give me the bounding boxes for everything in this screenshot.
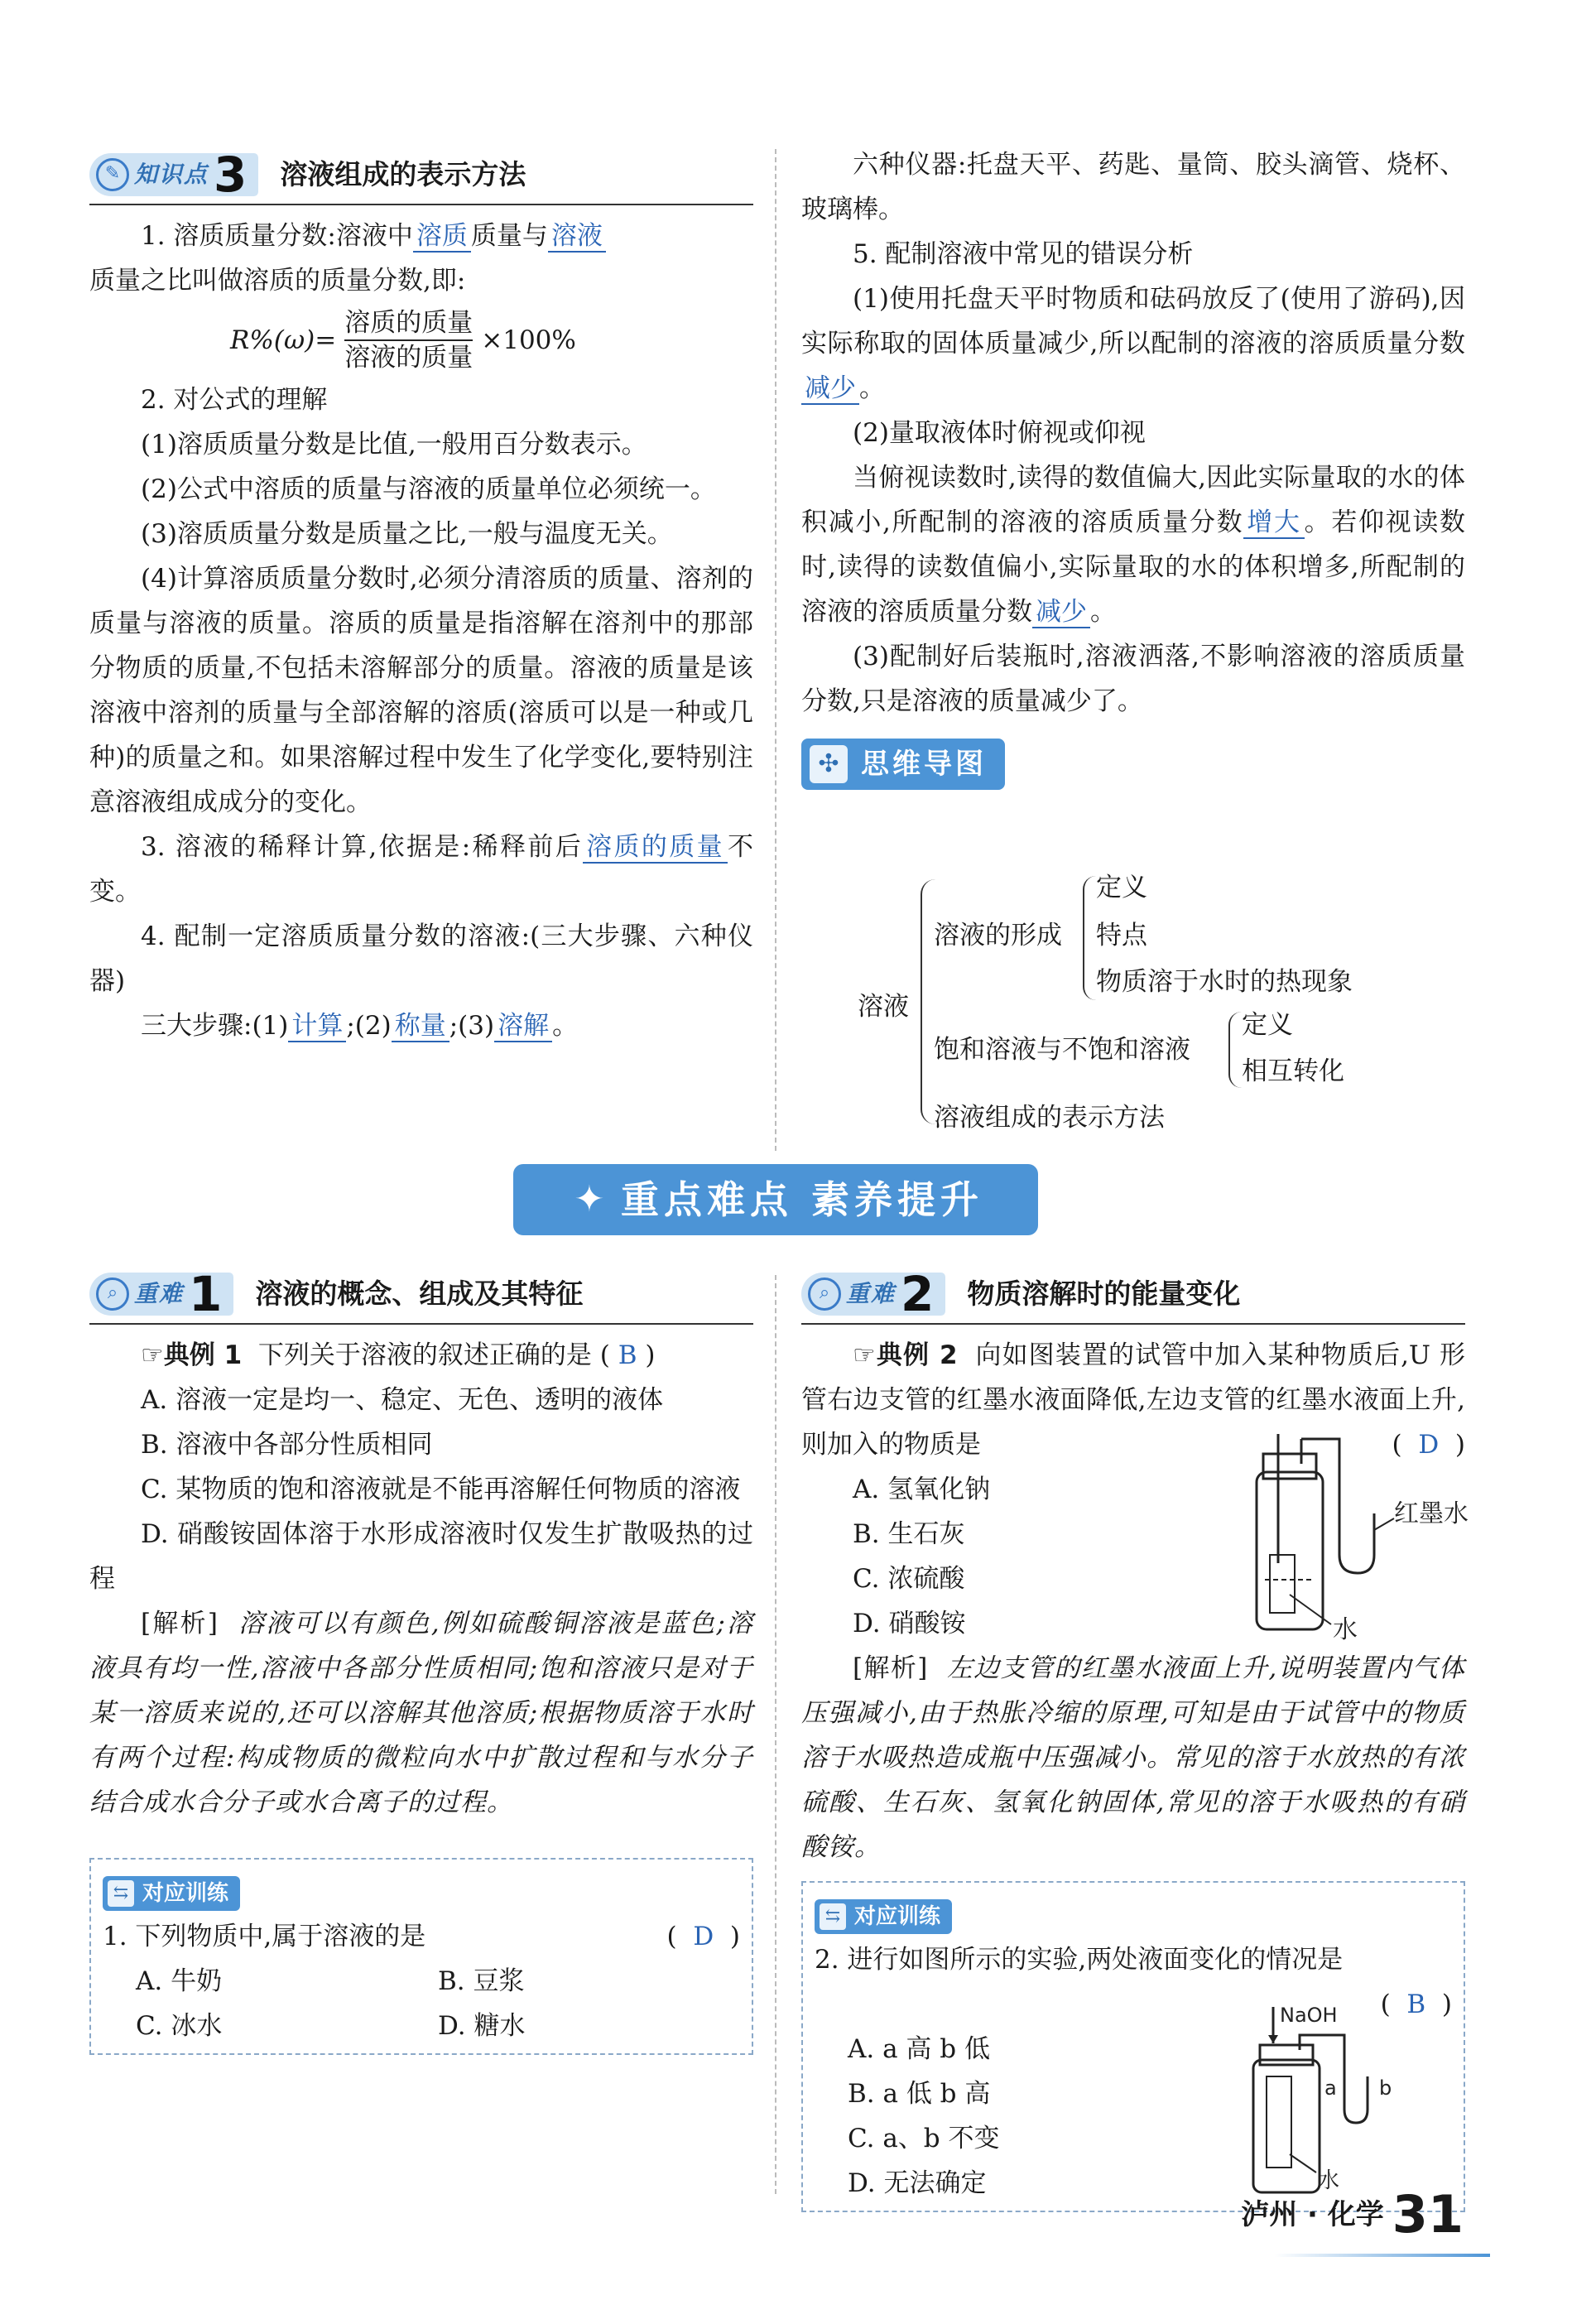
answer-blank: 增大	[1243, 508, 1304, 539]
magnifier-icon: ⌕	[808, 1278, 841, 1311]
practice-tag: ⇆ 对应训练	[815, 1899, 952, 1934]
paragraph-5-1: (1)使用托盘天平时物质和砝码放反了(使用了游码),因实际称取的固体质量减少,所以配制的溶液的溶质质量分数减少 。	[801, 284, 1465, 403]
paragraph-5: 5. 配制溶液中常见的错误分析	[853, 239, 1194, 269]
mind-leaf-2-1: 定义	[1242, 1010, 1293, 1040]
section-title: 溶液组成的表示方法	[280, 158, 526, 190]
paragraph-4-steps: 三大步骤:(1) 计算 ;(2) 称量 ;(3) 溶解 。	[141, 1011, 579, 1041]
naoh-apparatus-figure	[1220, 2002, 1444, 2201]
fig2-label-water: 水	[1318, 2168, 1340, 2193]
key-difficulty-2	[801, 1265, 1469, 2212]
answer-blank: 称量	[392, 1011, 449, 1042]
practice-2-option-b: B. a 低 b 高	[848, 2079, 991, 2109]
mind-leaf-1-1: 定义	[1096, 873, 1147, 902]
paragraph-5-3: (3)配制好后装瓶时,溶液洒落,不影响溶液的溶质质量分数,只是溶液的质量减少了。	[801, 642, 1465, 716]
example-2-analysis: [解析] 左边支管的红墨水液面上升,说明装置内气体压强减小,由于热胀冷缩的原理,可知是由于试管中的物质溶于水吸热造成瓶中压强减小。常见的溶于水放热的有浓硫酸、生石灰、氢氧化钠固体,常见的溶于水吸热的有硝酸铵。	[801, 1653, 1465, 1862]
paragraph-5-2a: 当俯视读数时,读得的数值偏大,因此实际量取的水的体积减小,所配制的溶液的溶质质量分数 增大 。若仰视读数时,读得的读数值偏小,实际量取的水的体积增多,所配制的溶液的溶质质量分数 减少 。	[801, 463, 1466, 627]
key-difficulty-1	[89, 1265, 753, 2055]
example-label: ☞典例 2	[853, 1340, 958, 1370]
badge-label: 知识点	[134, 161, 209, 188]
practice-2-option-a: A. a 高 b 低	[848, 2034, 990, 2064]
section-title: 物质溶解时的能量变化	[967, 1278, 1241, 1310]
fig2-label-a: a	[1324, 2076, 1337, 2100]
fig-label-red-ink: 红墨水	[1394, 1499, 1469, 1528]
mind-bracket-root	[921, 879, 935, 1124]
fig-label-water: 水	[1333, 1615, 1358, 1644]
pen-icon: ✎	[96, 158, 129, 191]
paragraph-3: 3. 溶液的稀释计算,依据是:稀释前后 溶质的质量 不变。	[89, 832, 754, 907]
practice-2-option-d: D. 无法确定	[848, 2168, 987, 2198]
badge-number: 3	[214, 147, 248, 203]
mind-map-header	[801, 739, 1005, 790]
mind-bracket-1	[1083, 876, 1096, 1000]
example-answer: D	[1418, 1430, 1440, 1460]
paragraph-2-2: (2)公式中溶质的质量与溶液的质量单位必须统一。	[141, 474, 716, 504]
practice-tag: ⇆ 对应训练	[103, 1876, 240, 1911]
example-2-question: ☞典例 2 向如图装置的试管中加入某种物质后,U 形管右边支管的红墨水液面降低,左边支管的红墨水液面上升,则加入的物质是 ( D )	[801, 1340, 1466, 1460]
example-1-option-a: A. 溶液一定是均一、稳定、无色、透明的液体	[141, 1385, 664, 1415]
practice-2-answer: B	[1406, 1990, 1426, 2019]
section-banner	[513, 1164, 1038, 1235]
paragraph-2-4: (4)计算溶质质量分数时,必须分清溶质的质量、溶剂的质量与溶液的质量。溶质的质量是指溶解在溶剂中的那部分物质的质量,不包括未溶解部分的质量。溶液的质量是该溶液中溶剂的质量与全部溶解的溶质(溶质可以是一种或几种)的质量之和。如果溶解过程中发生了化学变化,要特别注意溶液组成成分的变化。	[89, 564, 753, 817]
paragraph-1: 1. 溶质质量分数:溶液中 溶质 质量与 溶液	[89, 214, 753, 258]
answer-blank: 溶质的质量	[583, 832, 728, 864]
badge-label: 重难	[846, 1280, 897, 1307]
collapse-arrows-icon: ✣	[810, 745, 848, 783]
practice-box-2	[801, 1881, 1465, 2212]
column-divider	[775, 149, 776, 1151]
practice-1-options-row1	[103, 1959, 740, 2004]
example-label: ☞典例 1	[141, 1340, 243, 1370]
practice-box-1	[89, 1858, 753, 2055]
swap-arrows-icon: ⇆	[820, 1903, 846, 1930]
mass-fraction-formula: R%(ω)= $\frac{\text{溶质的质量}}{\text{溶液的质量}}$ ×100%	[230, 308, 576, 373]
example-2-option-a: A. 氢氧化钠	[853, 1475, 991, 1504]
section-header	[89, 146, 753, 205]
answer-blank: 减少	[801, 373, 859, 405]
badge-number: 1	[189, 1266, 223, 1322]
section-title: 溶液的概念、组成及其特征	[255, 1278, 584, 1310]
practice-1-option-a: A. 牛奶	[136, 1966, 223, 1996]
mind-leaf-1-3: 物质溶于水时的热现象	[1096, 967, 1353, 997]
paragraph-1-cont: 质量之比叫做溶质的质量分数,即:	[89, 266, 466, 296]
mind-map-title: 思维导图	[861, 748, 987, 781]
example-1-option-d: D. 硝酸铵固体溶于水形成溶液时仅发生扩散吸热的过程	[89, 1519, 753, 1594]
answer-blank: 减少	[1032, 597, 1090, 628]
mind-leaf-2-2: 相互转化	[1242, 1056, 1344, 1086]
practice-2-options-with-figure	[815, 2004, 1452, 2206]
answer-blank: 计算	[288, 1011, 346, 1042]
difficulty-badge	[89, 1266, 233, 1322]
mind-bracket-2	[1228, 1012, 1242, 1088]
section-header	[89, 1265, 753, 1325]
paragraph-5-2: (2)量取液体时俯视或仰视	[853, 418, 1146, 448]
example-1-option-b: B. 溶液中各部分性质相同	[141, 1430, 433, 1460]
mind-leaf-1-2: 特点	[1096, 921, 1147, 950]
practice-1-answer: D	[693, 1922, 714, 1951]
section-header	[801, 1265, 1465, 1325]
footer-subject: 泸州 · 化学	[1241, 2198, 1384, 2231]
knowledge-badge	[89, 147, 258, 203]
mind-branch-3: 溶液组成的表示方法	[934, 1103, 1165, 1133]
practice-1-options-row2	[103, 2004, 740, 2048]
example-1-option-c: C. 某物质的饱和溶液就是不能再溶解任何物质的溶液	[141, 1475, 741, 1504]
paragraph-2-3: (3)溶质质量分数是质量之比,一般与温度无关。	[141, 519, 673, 549]
magnifier-icon: ⌕	[96, 1278, 129, 1311]
practice-1-option-d: D. 糖水	[438, 2011, 526, 2041]
paragraph-2-1: (1)溶质质量分数是比值,一般用百分数表示。	[141, 430, 647, 460]
example-2-options-with-figure	[801, 1467, 1469, 1646]
page-number: 31	[1392, 2184, 1464, 2245]
answer-blank: 溶解	[494, 1011, 552, 1042]
mind-branch-1: 溶液的形成	[934, 921, 1062, 950]
practice-2-option-c: C. a、b 不变	[848, 2124, 1000, 2153]
column-divider-bottom	[775, 1275, 776, 2194]
u-tube-apparatus-figure	[1232, 1431, 1472, 1646]
practice-2-answer-paren: ( B )	[1380, 1990, 1452, 2019]
banner-title: 重点难点 素养提升	[620, 1177, 983, 1222]
paragraph-4: 4. 配制一定溶质质量分数的溶液:(三大步骤、六种仪器)	[89, 921, 753, 996]
difficulty-badge	[801, 1266, 945, 1322]
example-2-option-d: D. 硝酸铵	[853, 1609, 966, 1638]
puzzle-icon: ✦	[574, 1178, 605, 1220]
page-footer	[1241, 2184, 1464, 2245]
practice-1-question: 1. 下列物质中,属于溶液的是 ( D )	[103, 1922, 740, 1951]
example-1-question: ☞典例 1 下列关于溶液的叙述正确的是 ( B )	[141, 1340, 656, 1370]
right-column-top	[801, 142, 1465, 801]
knowledge-point-3	[89, 146, 753, 1048]
fig2-label-naoh: NaOH	[1280, 2004, 1338, 2027]
paragraph-2: 2. 对公式的理解	[141, 385, 328, 415]
answer-blank: 溶质	[413, 221, 471, 253]
mind-branch-2: 饱和溶液与不饱和溶液	[934, 1035, 1190, 1065]
answer-blank: 溶液	[548, 221, 606, 253]
practice-2-question: 2. 进行如图所示的实验,两处液面变化的情况是	[815, 1945, 1344, 1975]
six-instruments: 六种仪器:托盘天平、药匙、量筒、胶头滴管、烧杯、玻璃棒。	[801, 150, 1465, 224]
badge-label: 重难	[134, 1280, 185, 1307]
example-answer: B	[618, 1340, 637, 1370]
example-2-option-b: B. 生石灰	[853, 1519, 965, 1549]
practice-1-option-c: C. 冰水	[136, 2011, 223, 2041]
badge-number: 2	[901, 1266, 935, 1322]
formula-fraction: $\frac{\text{溶质的质量}}{\text{溶液的质量}}$	[344, 308, 474, 373]
fig2-label-b: b	[1379, 2076, 1392, 2100]
swap-arrows-icon: ⇆	[108, 1880, 134, 1907]
example-2-option-c: C. 浓硫酸	[853, 1564, 965, 1594]
mind-root: 溶液	[858, 992, 909, 1022]
practice-1-option-b: B. 豆浆	[438, 1966, 525, 1996]
footer-decoration	[1275, 2254, 1490, 2257]
example-1-analysis: [解析] 溶液可以有颜色,例如硫酸铜溶液是蓝色;溶液具有均一性,溶液中各部分性质相同;饱和溶液只是对于某一溶质来说的,还可以溶解其他溶质;根据物质溶于水时有两个过程:构成物质的微粒向水中扩散过程和与水分子结合成水合分子或水合离子的过程。	[89, 1609, 753, 1817]
